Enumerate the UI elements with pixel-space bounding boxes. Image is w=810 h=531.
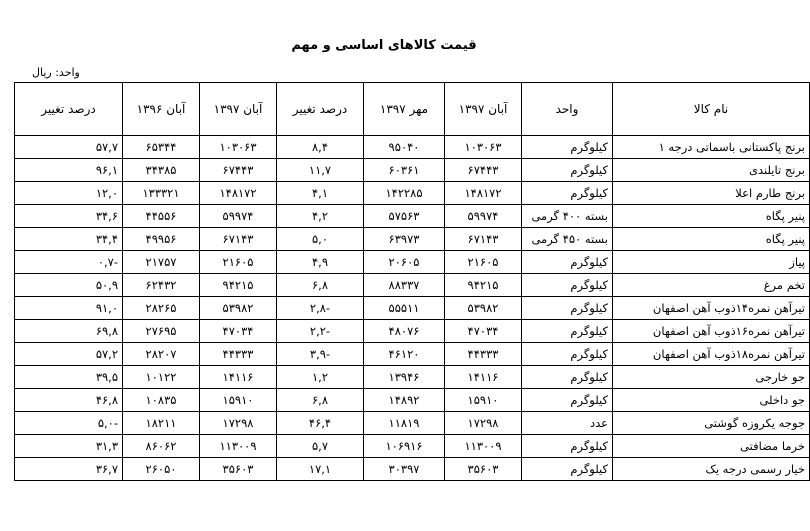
table-row [15, 297, 810, 320]
cell-change-monthly: -۳,۹ [277, 343, 364, 366]
cell-aban1396: ۱۰۸۳۵ [123, 389, 200, 412]
cell-aban1397-b: ۳۵۶۰۳ [200, 458, 277, 481]
cell-unit: بسته ۴۵۰ گرمی [522, 228, 613, 251]
price-table [14, 82, 810, 481]
cell-unit: کیلوگرم [522, 182, 613, 205]
cell-mehr1397: ۶۳۹۷۳ [364, 228, 445, 251]
cell-mehr1397: ۹۵۰۴۰ [364, 136, 445, 159]
cell-aban1396: ۲۸۲۰۷ [123, 343, 200, 366]
cell-mehr1397: ۳۰۳۹۷ [364, 458, 445, 481]
cell-change-monthly: ۵,۰ [277, 228, 364, 251]
cell-item-name: پنیر پگاه [613, 205, 810, 228]
cell-aban1396: ۶۲۴۳۲ [123, 274, 200, 297]
cell-change-yearly: -۰,۷ [15, 251, 123, 274]
cell-mehr1397: ۶۰۳۶۱ [364, 159, 445, 182]
cell-mehr1397: ۱۱۸۱۹ [364, 412, 445, 435]
table-row [15, 412, 810, 435]
cell-item-name: خیار رسمی درجه یک [613, 458, 810, 481]
cell-aban1397-a: ۹۴۲۱۵ [445, 274, 522, 297]
table-row [15, 228, 810, 251]
cell-aban1396: ۲۶۰۵۰ [123, 458, 200, 481]
cell-aban1397-a: ۱۷۲۹۸ [445, 412, 522, 435]
cell-aban1396: ۸۶۰۶۲ [123, 435, 200, 458]
cell-aban1396: ۲۷۶۹۵ [123, 320, 200, 343]
cell-aban1396: ۱۸۲۱۱ [123, 412, 200, 435]
table-row [15, 343, 810, 366]
cell-aban1397-b: ۶۷۱۴۳ [200, 228, 277, 251]
cell-unit: کیلوگرم [522, 159, 613, 182]
header-aban1397-a: آبان ۱۳۹۷ [445, 83, 522, 136]
page-title: قیمت کالاهای اساسی و مهم [291, 38, 477, 53]
cell-change-monthly: ۴,۱ [277, 182, 364, 205]
cell-unit: کیلوگرم [522, 458, 613, 481]
cell-item-name: برنج تایلندی [613, 159, 810, 182]
cell-item-name: تیرآهن نمره۱۶ذوب آهن اصفهان [613, 320, 810, 343]
cell-unit: کیلوگرم [522, 320, 613, 343]
cell-change-yearly: -۵,۰ [15, 412, 123, 435]
cell-item-name: پیاز [613, 251, 810, 274]
cell-aban1397-a: ۴۷۰۳۴ [445, 320, 522, 343]
unit-note: واحد: ریال [32, 66, 80, 79]
cell-change-yearly: ۶۹,۸ [15, 320, 123, 343]
cell-mehr1397: ۴۸۰۷۶ [364, 320, 445, 343]
cell-change-monthly: ۴۶,۴ [277, 412, 364, 435]
cell-item-name: پنیر پگاه [613, 228, 810, 251]
cell-aban1397-b: ۵۹۹۷۴ [200, 205, 277, 228]
cell-aban1397-a: ۳۵۶۰۳ [445, 458, 522, 481]
cell-aban1396: ۴۴۵۵۶ [123, 205, 200, 228]
cell-mehr1397: ۲۰۶۰۵ [364, 251, 445, 274]
cell-aban1397-b: ۴۷۰۳۴ [200, 320, 277, 343]
cell-change-yearly: ۳۴,۶ [15, 205, 123, 228]
cell-aban1397-a: ۱۵۹۱۰ [445, 389, 522, 412]
cell-item-name: برنج طارم اعلا [613, 182, 810, 205]
cell-change-monthly: ۸,۴ [277, 136, 364, 159]
table-row [15, 182, 810, 205]
cell-aban1397-b: ۱۰۳۰۶۳ [200, 136, 277, 159]
cell-aban1396: ۶۵۳۴۴ [123, 136, 200, 159]
table-body [15, 136, 810, 481]
header-aban1397-b: آبان ۱۳۹۷ [200, 83, 277, 136]
cell-aban1397-b: ۱۷۲۹۸ [200, 412, 277, 435]
cell-aban1396: ۲۸۲۶۵ [123, 297, 200, 320]
cell-change-yearly: ۵۷,۷ [15, 136, 123, 159]
cell-item-name: جو خارجی [613, 366, 810, 389]
table-row [15, 159, 810, 182]
cell-change-monthly: ۶,۸ [277, 274, 364, 297]
cell-unit: بسته ۴۰۰ گرمی [522, 205, 613, 228]
cell-aban1397-b: ۱۱۳۰۰۹ [200, 435, 277, 458]
header-change-monthly: درصد تغییر [277, 83, 364, 136]
cell-mehr1397: ۵۵۵۱۱ [364, 297, 445, 320]
cell-item-name: جوجه یکروزه گوشتی [613, 412, 810, 435]
cell-unit: کیلوگرم [522, 366, 613, 389]
cell-aban1397-b: ۱۵۹۱۰ [200, 389, 277, 412]
cell-item-name: برنج پاکستانی باسماتی درجه ۱ [613, 136, 810, 159]
cell-mehr1397: ۱۴۸۹۲ [364, 389, 445, 412]
cell-aban1397-a: ۵۹۹۷۴ [445, 205, 522, 228]
cell-change-monthly: ۴,۹ [277, 251, 364, 274]
cell-aban1397-a: ۶۷۱۴۳ [445, 228, 522, 251]
header-change-yearly: درصد تغییر [15, 83, 123, 136]
table-row [15, 435, 810, 458]
cell-change-yearly: ۳۶,۷ [15, 458, 123, 481]
cell-aban1397-b: ۴۴۳۳۳ [200, 343, 277, 366]
cell-mehr1397: ۴۶۱۲۰ [364, 343, 445, 366]
cell-unit: کیلوگرم [522, 297, 613, 320]
table-header-row [15, 83, 810, 136]
cell-item-name: تیرآهن نمره۱۴ذوب آهن اصفهان [613, 297, 810, 320]
cell-aban1396: ۱۰۱۲۲ [123, 366, 200, 389]
cell-aban1397-b: ۵۳۹۸۲ [200, 297, 277, 320]
cell-aban1397-a: ۱۴۸۱۷۲ [445, 182, 522, 205]
table-row [15, 136, 810, 159]
cell-aban1397-a: ۱۱۳۰۰۹ [445, 435, 522, 458]
cell-aban1397-a: ۲۱۶۰۵ [445, 251, 522, 274]
cell-aban1397-a: ۱۴۱۱۶ [445, 366, 522, 389]
cell-change-monthly: ۵,۷ [277, 435, 364, 458]
cell-item-name: تیرآهن نمره۱۸ذوب آهن اصفهان [613, 343, 810, 366]
cell-change-yearly: ۳۹,۵ [15, 366, 123, 389]
cell-change-monthly: ۱,۲ [277, 366, 364, 389]
cell-mehr1397: ۵۷۵۶۳ [364, 205, 445, 228]
table-row [15, 274, 810, 297]
cell-aban1397-b: ۶۷۴۴۳ [200, 159, 277, 182]
header-name: نام کالا [613, 83, 810, 136]
header-aban1396: آبان ۱۳۹۶ [123, 83, 200, 136]
cell-change-monthly: -۲,۲ [277, 320, 364, 343]
cell-change-monthly: ۱۱,۷ [277, 159, 364, 182]
cell-unit: کیلوگرم [522, 136, 613, 159]
table-row [15, 320, 810, 343]
cell-change-monthly: ۶,۸ [277, 389, 364, 412]
cell-mehr1397: ۱۳۹۴۶ [364, 366, 445, 389]
cell-change-yearly: ۱۲,۰ [15, 182, 123, 205]
cell-change-yearly: ۵۰,۹ [15, 274, 123, 297]
cell-aban1396: ۱۳۳۳۲۱ [123, 182, 200, 205]
cell-change-yearly: ۴۶,۸ [15, 389, 123, 412]
cell-unit: کیلوگرم [522, 251, 613, 274]
header-unit: واحد [522, 83, 613, 136]
cell-item-name: جو داخلی [613, 389, 810, 412]
cell-unit: کیلوگرم [522, 274, 613, 297]
cell-mehr1397: ۱۰۶۹۱۶ [364, 435, 445, 458]
cell-item-name: خرما مضافتی [613, 435, 810, 458]
cell-aban1397-a: ۵۳۹۸۲ [445, 297, 522, 320]
cell-mehr1397: ۸۸۳۳۷ [364, 274, 445, 297]
cell-aban1397-a: ۴۴۳۳۳ [445, 343, 522, 366]
cell-aban1397-a: ۶۷۴۴۳ [445, 159, 522, 182]
table-row [15, 251, 810, 274]
table-row [15, 205, 810, 228]
cell-aban1397-b: ۱۴۸۱۷۲ [200, 182, 277, 205]
cell-aban1397-b: ۲۱۶۰۵ [200, 251, 277, 274]
table-row [15, 389, 810, 412]
cell-aban1397-b: ۹۴۲۱۵ [200, 274, 277, 297]
cell-mehr1397: ۱۴۲۲۸۵ [364, 182, 445, 205]
cell-change-yearly: ۳۴,۴ [15, 228, 123, 251]
cell-change-yearly: ۵۷,۲ [15, 343, 123, 366]
table-row [15, 366, 810, 389]
header-mehr1397: مهر ۱۳۹۷ [364, 83, 445, 136]
cell-aban1396: ۳۴۳۸۵ [123, 159, 200, 182]
cell-unit: کیلوگرم [522, 435, 613, 458]
cell-change-monthly: ۱۷,۱ [277, 458, 364, 481]
cell-change-monthly: -۲,۸ [277, 297, 364, 320]
cell-item-name: تخم مرغ [613, 274, 810, 297]
cell-change-yearly: ۳۱,۳ [15, 435, 123, 458]
cell-aban1396: ۲۱۷۵۷ [123, 251, 200, 274]
cell-change-monthly: ۴,۲ [277, 205, 364, 228]
table-row [15, 458, 810, 481]
cell-aban1397-a: ۱۰۳۰۶۳ [445, 136, 522, 159]
cell-change-yearly: ۹۱,۰ [15, 297, 123, 320]
cell-aban1396: ۴۹۹۵۶ [123, 228, 200, 251]
cell-change-yearly: ۹۶,۱ [15, 159, 123, 182]
cell-unit: عدد [522, 412, 613, 435]
cell-unit: کیلوگرم [522, 389, 613, 412]
cell-unit: کیلوگرم [522, 343, 613, 366]
cell-aban1397-b: ۱۴۱۱۶ [200, 366, 277, 389]
